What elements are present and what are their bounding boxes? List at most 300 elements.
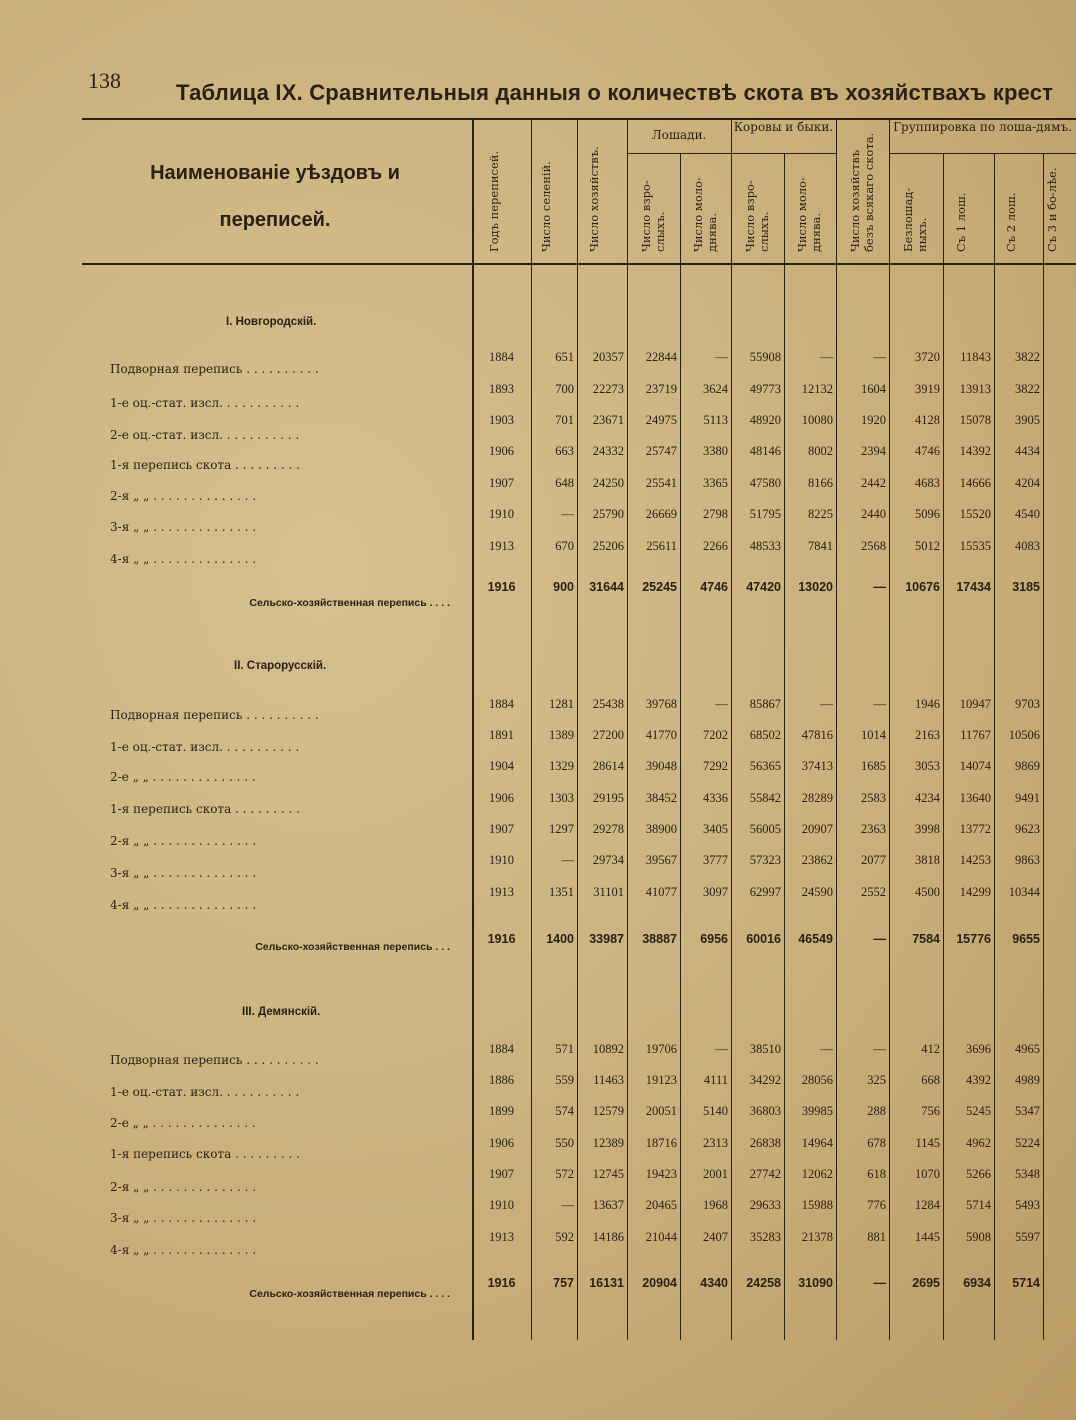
- table-cell: 4111: [703, 1073, 728, 1087]
- table-cell: 1910: [489, 853, 514, 867]
- row-label: 2-е „ „ . . . . . . . . . . . . . .: [110, 1116, 256, 1130]
- column-rule: [1043, 154, 1044, 1340]
- table-cell: 4340: [700, 1276, 728, 1290]
- column-header: Число взро-слыхъ.: [638, 180, 667, 252]
- section-title: II. Старорусскій.: [234, 660, 327, 672]
- table-cell: 4083: [1015, 539, 1040, 553]
- table-cell: 4500: [915, 885, 940, 899]
- table-cell: 3405: [703, 822, 728, 836]
- row-label: 1-я перепись скота . . . . . . . . .: [110, 458, 300, 472]
- table-cell: 2266: [703, 539, 728, 553]
- table-cell: 38887: [642, 932, 677, 946]
- table-cell: 5347: [1015, 1104, 1040, 1118]
- table-cell: 41770: [645, 728, 677, 742]
- table-cell: 4746: [700, 580, 728, 594]
- table-cell: 10947: [959, 697, 991, 711]
- table-cell: —: [820, 697, 833, 711]
- table-cell: 23862: [801, 853, 833, 867]
- table-cell: 4683: [915, 476, 940, 490]
- column-header: Число моло-днява.: [690, 177, 719, 252]
- table-cell: 412: [921, 1042, 940, 1056]
- table-cell: 28056: [801, 1073, 833, 1087]
- table-cell: 39768: [645, 697, 677, 711]
- table-cell: 34292: [749, 1073, 781, 1087]
- table-cell: 60016: [746, 932, 781, 946]
- table-cell: —: [820, 350, 833, 364]
- table-cell: 325: [867, 1073, 886, 1087]
- table-cell: 38510: [749, 1042, 781, 1056]
- table-cell: 1891: [489, 728, 514, 742]
- table-cell: 20465: [645, 1198, 677, 1212]
- table-cell: 13640: [959, 791, 991, 805]
- table-cell: 1389: [549, 728, 574, 742]
- table-cell: 21378: [801, 1230, 833, 1244]
- table-cell: 1913: [489, 1230, 514, 1244]
- table-cell: 36803: [749, 1104, 781, 1118]
- table-cell: 12132: [801, 382, 833, 396]
- table-cell: 651: [555, 350, 574, 364]
- row-label: Подворная перепись . . . . . . . . . .: [110, 1053, 319, 1067]
- table-cell: 9623: [1015, 822, 1040, 836]
- row-label: 1-е оц.-стат. изсл. . . . . . . . . . .: [110, 740, 300, 754]
- table-cell: 25245: [642, 580, 677, 594]
- table-cell: —: [561, 1198, 574, 1212]
- table-cell: 1910: [489, 1198, 514, 1212]
- table-cell: 700: [555, 382, 574, 396]
- table-cell: 31101: [593, 885, 624, 899]
- table-cell: 12579: [592, 1104, 624, 1118]
- row-label: 2-я „ „ . . . . . . . . . . . . . .: [110, 834, 257, 848]
- table-cell: 10506: [1008, 728, 1040, 742]
- table-cell: —: [873, 580, 886, 594]
- table-cell: 776: [867, 1198, 886, 1212]
- column-rule: [680, 154, 681, 1340]
- table-cell: 618: [867, 1167, 886, 1181]
- table-cell: 1445: [915, 1230, 940, 1244]
- table-cell: 1884: [489, 1042, 514, 1056]
- table-cell: 5113: [703, 413, 728, 427]
- table-cell: 550: [555, 1136, 574, 1150]
- table-cell: 8225: [808, 507, 833, 521]
- table-cell: 1916: [487, 580, 516, 594]
- table-cell: 1899: [489, 1104, 514, 1118]
- row-label: 2-я „ „ . . . . . . . . . . . . . .: [110, 489, 257, 503]
- column-header: Съ 3 и бо-лѣе.: [1045, 167, 1059, 252]
- table-cell: 14299: [959, 885, 991, 899]
- table-cell: 1284: [915, 1198, 940, 1212]
- table-cell: 2440: [861, 507, 886, 521]
- table-cell: 1906: [489, 444, 514, 458]
- horses-group-header: Лошади.: [651, 128, 707, 142]
- table-cell: 592: [555, 1230, 574, 1244]
- table-cell: 57323: [749, 853, 781, 867]
- table-cell: 9491: [1015, 791, 1040, 805]
- table-cell: 25206: [592, 539, 624, 553]
- table-cell: 701: [555, 413, 574, 427]
- table-cell: 25438: [592, 697, 624, 711]
- table-cell: 670: [555, 539, 574, 553]
- table-cell: 1303: [549, 791, 574, 805]
- table-cell: 13772: [959, 822, 991, 836]
- row-label: 2-е оц.-стат. изсл. . . . . . . . . . .: [110, 428, 300, 442]
- table-cell: 14666: [959, 476, 991, 490]
- row-label: 2-я „ „ . . . . . . . . . . . . . .: [110, 1180, 257, 1194]
- table-cell: 15520: [959, 507, 991, 521]
- table-cell: 4234: [915, 791, 940, 805]
- table-cell: 3822: [1015, 350, 1040, 364]
- cattle-group-header: Коровы и быки.: [733, 120, 834, 134]
- section-title: I. Новгородскій.: [226, 316, 317, 328]
- table-cell: —: [873, 1276, 886, 1290]
- page-title: Таблица IX. Сравнительныя данныя о количествѣ скота въ хозяйствахъ крест: [176, 80, 1054, 105]
- table-cell: 3777: [703, 853, 728, 867]
- name-column-header: Наименованіе уѣздовъ и переписей.: [150, 162, 400, 231]
- table-cell: 39985: [801, 1104, 833, 1118]
- column-header: Съ 1 лош.: [953, 192, 968, 252]
- table-cell: 13913: [959, 382, 991, 396]
- row-label: 1-я перепись скота . . . . . . . . .: [110, 802, 300, 816]
- row-label: 1-я перепись скота . . . . . . . . .: [110, 1147, 300, 1161]
- column-header: Число взро-слыхъ.: [742, 180, 771, 252]
- grouping-header: Группировка по лоша-дямъ.: [893, 120, 1072, 134]
- table-cell: 35283: [749, 1230, 781, 1244]
- table-cell: 47420: [746, 580, 781, 594]
- table-cell: 4540: [1015, 507, 1040, 521]
- table-cell: —: [561, 507, 574, 521]
- table-cell: 2363: [861, 822, 886, 836]
- table-cell: 288: [867, 1104, 886, 1118]
- table-cell: 14253: [959, 853, 991, 867]
- table-cell: 2798: [703, 507, 728, 521]
- table-cell: 2001: [703, 1167, 728, 1181]
- table-cell: 18716: [645, 1136, 677, 1150]
- table-cell: 21044: [645, 1230, 677, 1244]
- table-cell: 2313: [703, 1136, 728, 1150]
- table-cell: 4434: [1015, 444, 1040, 458]
- table-cell: 22844: [645, 350, 677, 364]
- table-cell: 3365: [703, 476, 728, 490]
- table-cell: 4128: [915, 413, 940, 427]
- table-cell: 39567: [645, 853, 677, 867]
- column-rule: [943, 154, 944, 1340]
- table-cell: 1968: [703, 1198, 728, 1212]
- table-cell: 3818: [915, 853, 940, 867]
- table-cell: 4989: [1015, 1073, 1040, 1087]
- table-cell: 24258: [746, 1276, 781, 1290]
- table-cell: 1281: [549, 697, 574, 711]
- row-label: 2-е „ „ . . . . . . . . . . . . . .: [110, 770, 256, 784]
- group-rule: [627, 153, 837, 154]
- row-label: 3-я „ „ . . . . . . . . . . . . . .: [110, 866, 257, 880]
- table-cell: 24975: [645, 413, 677, 427]
- table-cell: 23719: [645, 382, 677, 396]
- table-cell: 48146: [749, 444, 781, 458]
- table-cell: 8166: [808, 476, 833, 490]
- table-cell: 9863: [1015, 853, 1040, 867]
- table-cell: 28289: [801, 791, 833, 805]
- table-cell: 19423: [645, 1167, 677, 1181]
- table-cell: —: [820, 1042, 833, 1056]
- table-cell: 574: [555, 1104, 574, 1118]
- table-cell: 4336: [703, 791, 728, 805]
- table-cell: 4392: [966, 1073, 991, 1087]
- table-cell: 1907: [489, 822, 514, 836]
- table-cell: 15776: [956, 932, 991, 946]
- table-cell: 7292: [703, 759, 728, 773]
- table-cell: 38900: [645, 822, 677, 836]
- table-cell: 1893: [489, 382, 514, 396]
- table-cell: 10080: [801, 413, 833, 427]
- table-cell: 900: [553, 580, 574, 594]
- table-cell: 10676: [905, 580, 940, 594]
- table-cell: 25790: [592, 507, 624, 521]
- row-label: Подворная перепись . . . . . . . . . .: [110, 708, 319, 722]
- table-cell: 29278: [592, 822, 624, 836]
- table-cell: 47816: [801, 728, 833, 742]
- row-label: 1-е оц.-стат. изсл. . . . . . . . . . .: [110, 396, 300, 410]
- table-cell: 571: [555, 1042, 574, 1056]
- table-cell: 49773: [749, 382, 781, 396]
- table-cell: 25541: [645, 476, 677, 490]
- summary-row-label: Сельско-хозяйственная перепись . . . .: [249, 597, 450, 609]
- table-cell: 1014: [861, 728, 886, 742]
- table-cell: 29195: [592, 791, 624, 805]
- table-cell: 37413: [801, 759, 833, 773]
- table-cell: 1351: [549, 885, 574, 899]
- table-cell: 2394: [861, 444, 886, 458]
- table-cell: 1070: [915, 1167, 940, 1181]
- table-cell: —: [561, 853, 574, 867]
- table-cell: 28614: [592, 759, 624, 773]
- column-header: Годъ переписей.: [486, 150, 501, 252]
- table-cell: 5493: [1015, 1198, 1040, 1212]
- group-rule: [889, 153, 1076, 154]
- table-cell: 11767: [960, 728, 991, 742]
- table-cell: 12389: [592, 1136, 624, 1150]
- table-cell: 3696: [966, 1042, 991, 1056]
- table-cell: 48920: [749, 413, 781, 427]
- table-cell: 3919: [915, 382, 940, 396]
- table-cell: 5597: [1015, 1230, 1040, 1244]
- table-cell: 668: [921, 1073, 940, 1087]
- table-cell: 56365: [749, 759, 781, 773]
- header-bottom-rule: [82, 263, 1076, 265]
- table-cell: 3720: [915, 350, 940, 364]
- column-header: Число моло-днява.: [795, 177, 823, 252]
- table-cell: 663: [555, 444, 574, 458]
- row-label: Подворная перепись . . . . . . . . . .: [110, 362, 319, 376]
- table-cell: 26669: [645, 507, 677, 521]
- table-cell: 5012: [915, 539, 940, 553]
- table-cell: 3380: [703, 444, 728, 458]
- table-cell: 55908: [749, 350, 781, 364]
- table-cell: —: [873, 932, 886, 946]
- table-cell: 41077: [645, 885, 677, 899]
- table-cell: 1907: [489, 476, 514, 490]
- table-cell: —: [715, 1042, 728, 1056]
- table-cell: 16131: [589, 1276, 624, 1290]
- column-rule: [994, 154, 995, 1340]
- table-cell: 39048: [645, 759, 677, 773]
- table-cell: 38452: [645, 791, 677, 805]
- table-cell: 11843: [960, 350, 991, 364]
- table-cell: 1920: [861, 413, 886, 427]
- table-cell: 881: [867, 1230, 886, 1244]
- table-cell: —: [873, 350, 886, 364]
- table-cell: 4746: [915, 444, 940, 458]
- table-cell: 22273: [592, 382, 624, 396]
- table-cell: 2568: [861, 539, 886, 553]
- row-label: 3-я „ „ . . . . . . . . . . . . . .: [110, 1211, 257, 1225]
- table-cell: 31090: [798, 1276, 833, 1290]
- table-cell: 27200: [592, 728, 624, 742]
- summary-row-label: Сельско-хозяйственная перепись . . .: [255, 941, 450, 953]
- table-cell: 24332: [592, 444, 624, 458]
- table-cell: 6934: [963, 1276, 991, 1290]
- table-cell: 3053: [915, 759, 940, 773]
- table-cell: 2552: [861, 885, 886, 899]
- summary-row-label: Сельско-хозяйственная перепись . . . .: [249, 1288, 450, 1300]
- row-label: 4-я „ „ . . . . . . . . . . . . . .: [110, 1243, 257, 1257]
- table-cell: 9869: [1015, 759, 1040, 773]
- table-cell: 1907: [489, 1167, 514, 1181]
- table-cell: 20907: [801, 822, 833, 836]
- row-label: 4-я „ „ . . . . . . . . . . . . . .: [110, 898, 257, 912]
- table-cell: 1906: [489, 791, 514, 805]
- table-cell: 15988: [801, 1198, 833, 1212]
- table-cell: 5714: [966, 1198, 991, 1212]
- table-cell: 3624: [703, 382, 728, 396]
- table-cell: 29734: [592, 853, 624, 867]
- table-cell: 5140: [703, 1104, 728, 1118]
- table-cell: 25611: [646, 539, 677, 553]
- table-cell: 62997: [749, 885, 781, 899]
- table-cell: 33987: [589, 932, 624, 946]
- table-cell: 12745: [592, 1167, 624, 1181]
- table-cell: 85867: [749, 697, 781, 711]
- table-cell: 14964: [801, 1136, 833, 1150]
- table-cell: 13020: [798, 580, 833, 594]
- column-header: Число хозяйствъ безъ всякаго скота.: [847, 132, 876, 252]
- table-cell: 17434: [956, 580, 991, 594]
- table-cell: 24590: [801, 885, 833, 899]
- table-cell: 559: [555, 1073, 574, 1087]
- page-number: 138: [88, 68, 121, 93]
- table-cell: 4204: [1015, 476, 1040, 490]
- column-header: Безлошад-ныхъ.: [901, 187, 929, 252]
- table-cell: 10344: [1008, 885, 1040, 899]
- table-cell: 9655: [1012, 932, 1040, 946]
- table-cell: 1910: [489, 507, 514, 521]
- table-cell: 1685: [861, 759, 886, 773]
- column-header: Число селеній.: [539, 161, 553, 252]
- row-label: 1-е оц.-стат. изсл. . . . . . . . . . .: [110, 1085, 300, 1099]
- table-cell: 23671: [592, 413, 624, 427]
- table-cell: 2077: [861, 853, 886, 867]
- table-cell: 48533: [749, 539, 781, 553]
- table-cell: 1916: [487, 932, 516, 946]
- table-cell: 11463: [593, 1073, 624, 1087]
- table-cell: 5096: [915, 507, 940, 521]
- table-cell: 56005: [749, 822, 781, 836]
- table-cell: 1604: [861, 382, 886, 396]
- table-cell: —: [873, 697, 886, 711]
- table-cell: 1904: [489, 759, 514, 773]
- table-cell: 3822: [1015, 382, 1040, 396]
- table-cell: 31644: [589, 580, 624, 594]
- table-cell: 51795: [749, 507, 781, 521]
- table-cell: 2163: [915, 728, 940, 742]
- table-cell: 13637: [592, 1198, 624, 1212]
- table-cell: 1913: [489, 539, 514, 553]
- table-cell: 46549: [798, 932, 833, 946]
- table-cell: 1916: [487, 1276, 516, 1290]
- table-cell: 4962: [966, 1136, 991, 1150]
- table-cell: 1946: [915, 697, 940, 711]
- table-cell: —: [715, 697, 728, 711]
- table-cell: 6956: [700, 932, 728, 946]
- table-cell: 678: [867, 1136, 886, 1150]
- table-cell: 1906: [489, 1136, 514, 1150]
- table-cell: 19706: [645, 1042, 677, 1056]
- table-cell: 5245: [966, 1104, 991, 1118]
- table-cell: 14392: [959, 444, 991, 458]
- table-cell: 19123: [645, 1073, 677, 1087]
- table-cell: 5224: [1015, 1136, 1040, 1150]
- table-cell: 5266: [966, 1167, 991, 1181]
- table-cell: 14074: [959, 759, 991, 773]
- table-cell: 7841: [808, 539, 833, 553]
- row-label: 4-я „ „ . . . . . . . . . . . . . .: [110, 552, 257, 566]
- column-header: Число хозяйствъ.: [587, 146, 601, 252]
- table-cell: 1297: [549, 822, 574, 836]
- table-cell: 1884: [489, 350, 514, 364]
- table-cell: 7202: [703, 728, 728, 742]
- table-cell: 1903: [489, 413, 514, 427]
- table-cell: 27742: [749, 1167, 781, 1181]
- table-cell: 20051: [645, 1104, 677, 1118]
- table-cell: 8002: [808, 444, 833, 458]
- table-cell: 4965: [1015, 1042, 1040, 1056]
- table-cell: 25747: [645, 444, 677, 458]
- table-cell: 15078: [959, 413, 991, 427]
- table-cell: 5714: [1012, 1276, 1040, 1290]
- table-cell: 3097: [703, 885, 728, 899]
- table-cell: 26838: [749, 1136, 781, 1150]
- table-cell: 3998: [915, 822, 940, 836]
- table-cell: 47580: [749, 476, 781, 490]
- table-cell: 3185: [1012, 580, 1040, 594]
- table-cell: 15535: [959, 539, 991, 553]
- column-rule: [784, 154, 785, 1340]
- table-cell: 1884: [489, 697, 514, 711]
- table-cell: 1145: [915, 1136, 940, 1150]
- table-cell: 14186: [592, 1230, 624, 1244]
- column-header: Съ 2 лош.: [1003, 192, 1018, 252]
- table-cell: 2407: [703, 1230, 728, 1244]
- table-cell: 5908: [966, 1230, 991, 1244]
- table-cell: 9703: [1015, 697, 1040, 711]
- table-cell: —: [873, 1042, 886, 1056]
- table-cell: 55842: [749, 791, 781, 805]
- table-cell: 2583: [861, 791, 886, 805]
- table-cell: 29633: [749, 1198, 781, 1212]
- table-cell: 756: [921, 1104, 940, 1118]
- table-cell: 20904: [642, 1276, 677, 1290]
- table-cell: —: [715, 350, 728, 364]
- table-cell: 1886: [489, 1073, 514, 1087]
- table-cell: 7584: [912, 932, 940, 946]
